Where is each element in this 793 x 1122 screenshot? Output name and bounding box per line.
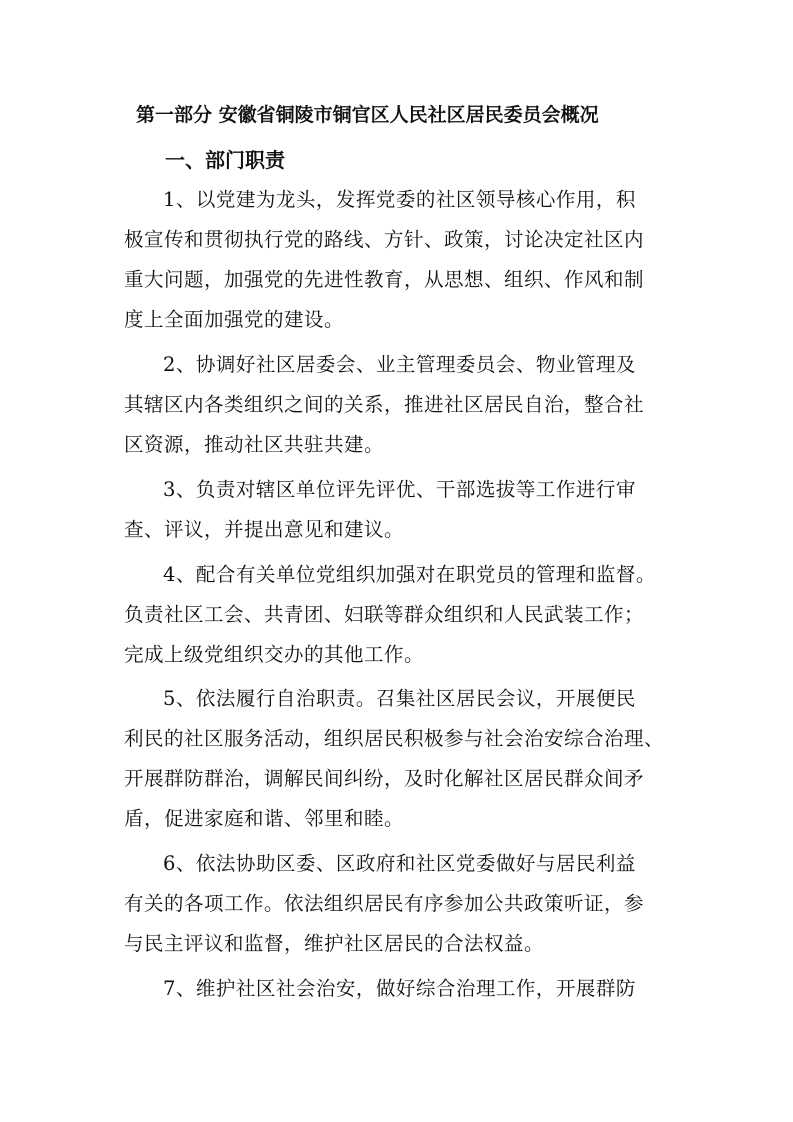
paragraph-line: 6、依法协助区委、区政府和社区党委做好与居民利益	[163, 852, 636, 875]
paragraph-line: 利民的社区服务活动，组织居民积极参与社会治安综合治理、	[124, 727, 665, 750]
paragraph-line: 其辖区内各类组织之间的关系，推进社区居民自治，整合社	[124, 393, 645, 416]
paragraph-line: 与民主评议和监督，维护社区居民的合法权益。	[124, 932, 545, 955]
paragraph-line: 1、以党建为龙头，发挥党委的社区领导核心作用，积	[163, 188, 636, 211]
paragraph-line: 7、维护社区社会治安，做好综合治理工作，开展群防	[163, 977, 636, 1000]
paragraph-line: 盾，促进家庭和谐、邻里和睦。	[124, 807, 405, 830]
paragraph-line: 4、配合有关单位党组织加强对在职党员的管理和监督。	[163, 563, 656, 586]
paragraph-line: 5、依法履行自治职责。召集社区居民会议，开展便民	[163, 687, 636, 710]
paragraph-line: 区资源，推动社区共驻共建。	[124, 433, 385, 456]
paragraph-line: 开展群防群治，调解民间纠纷，及时化解社区居民群众间矛	[124, 767, 645, 790]
paragraph-line: 3、负责对辖区单位评先评优、干部选拔等工作进行审	[163, 478, 636, 501]
document-title: 第一部分 安徽省铜陵市铜官区人民社区居民委员会概况	[136, 104, 599, 126]
paragraph-line: 2、协调好社区居委会、业主管理委员会、物业管理及	[163, 353, 636, 376]
paragraph-line: 重大问题，加强党的先进性教育，从思想、组织、作风和制	[124, 268, 645, 291]
paragraph-line: 负责社区工会、共青团、妇联等群众组织和人民武装工作；	[124, 603, 645, 626]
paragraph-line: 度上全面加强党的建设。	[124, 308, 345, 331]
paragraph-line: 查、评议，并提出意见和建议。	[124, 518, 405, 541]
section-heading: 一、部门职责	[165, 148, 285, 172]
paragraph-line: 极宣传和贯彻执行党的路线、方针、政策，讨论决定社区内	[124, 228, 645, 251]
paragraph-line: 有关的各项工作。依法组织居民有序参加公共政策听证，参	[124, 892, 645, 915]
paragraph-line: 完成上级党组织交办的其他工作。	[124, 643, 425, 666]
